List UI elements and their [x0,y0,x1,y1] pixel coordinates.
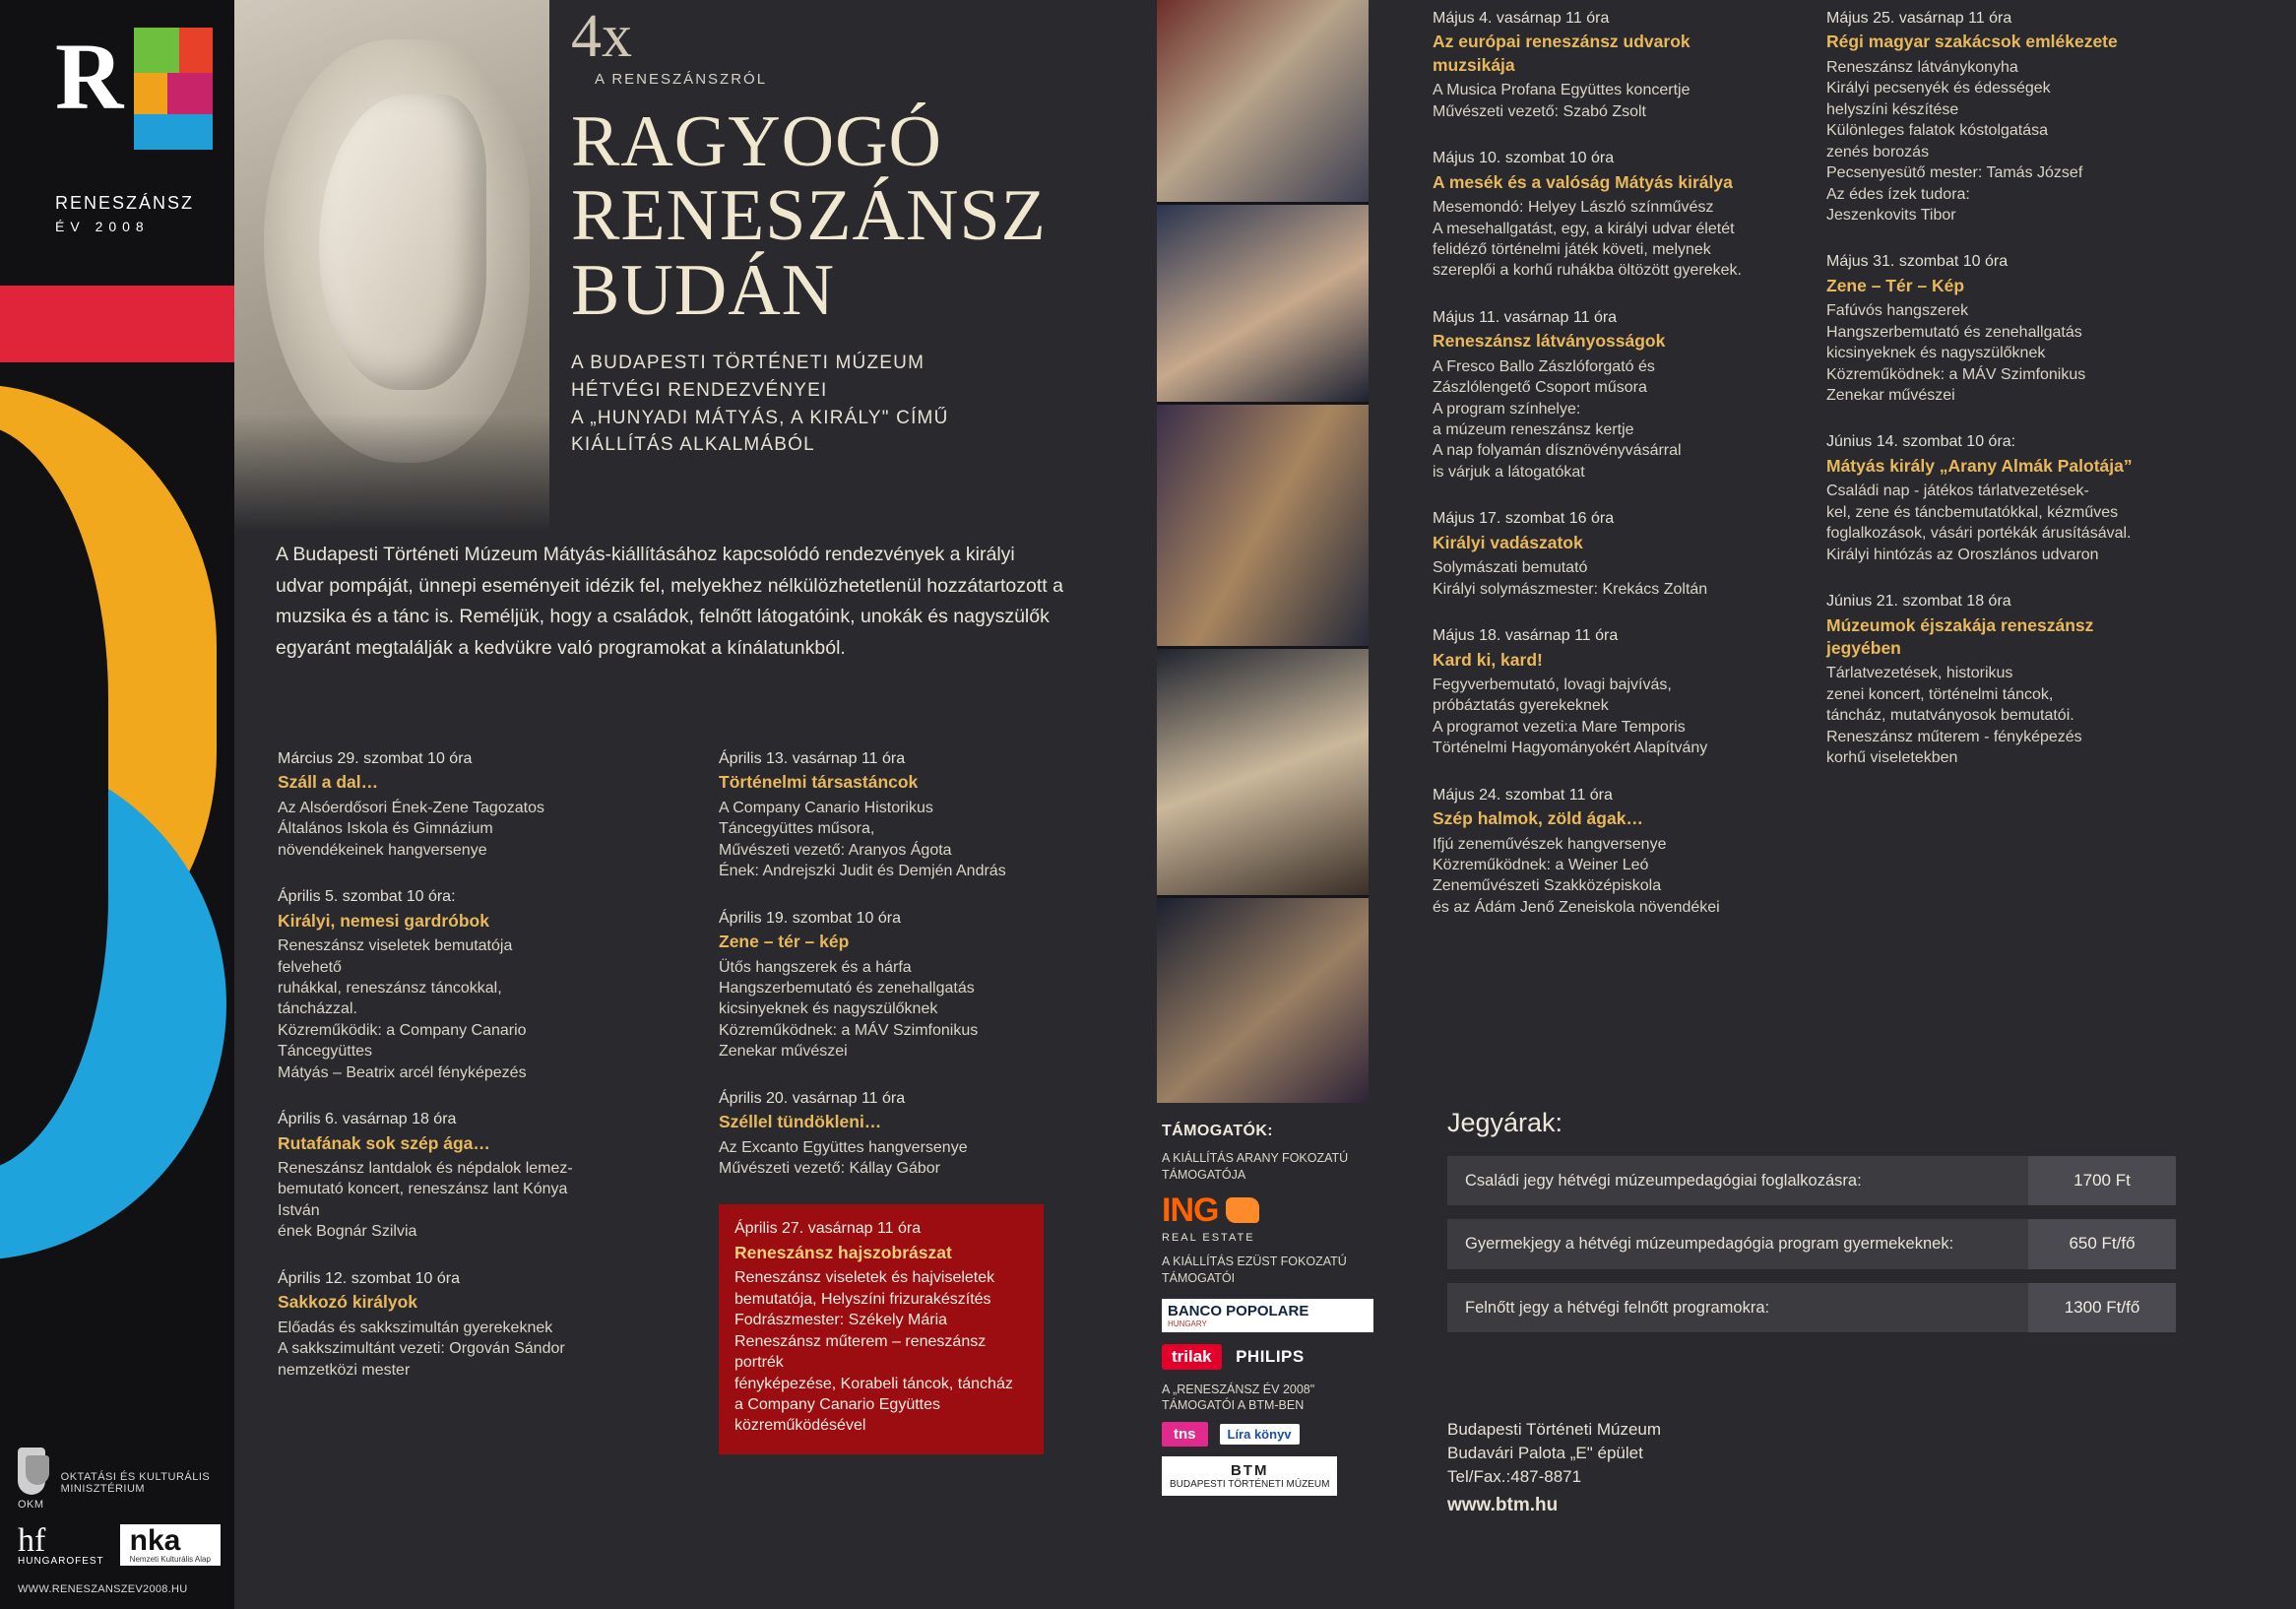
event-detail-line: Reneszánsz műterem – reneszánsz portrék [734,1332,987,1372]
decorative-swoosh [0,325,234,1211]
event-detail-line: Történelmi Hagyományokért Alapítvány [1433,740,1708,757]
title-line-1: RAGYOGÓ [571,101,942,182]
relief-shadow-overlay [234,414,549,532]
event-detail-line: Közreműködnek: a Weiner Leó [1433,857,1649,873]
event-date: Május 24. szombat 11 óra [1433,786,1613,804]
ing-subtitle: REAL ESTATE [1162,1231,1255,1244]
price-description: Családi jegy hétvégi múzeumpedagógiai foglalkozásra: [1447,1156,2028,1205]
event-detail-line: növendékeinek hangversenye [278,841,487,859]
event-detail-line: Fafúvós hangszerek [1826,302,1969,320]
event-title: Reneszánsz hajszobrászat [734,1242,952,1262]
program-event [278,1268,573,1381]
photo-dancers [1157,405,1369,646]
event-detail-line: István [278,1201,320,1219]
event-detail-line: Különleges falatok kóstolgatása [1826,122,2049,140]
event-detail-line: Királyi solymászmester: Krekács Zoltán [1433,580,1708,598]
ing-wordmark: ING [1162,1191,1219,1229]
event-detail-line: Művészeti vezető: Szabó Zsolt [1433,102,1646,120]
event-detail-line: Reneszánsz viseletek és hajviseletek [734,1269,995,1287]
event-detail-line: helyszíni készítése [1826,100,1959,118]
event-detail-line: A program színhelye: [1433,400,1581,418]
reneszansz-logo [18,10,215,286]
philips-logo: PHILIPS [1236,1346,1305,1366]
event-date: Április 20. vasárnap 11 óra [719,1089,906,1107]
program-event [1433,785,1757,919]
program-event [278,748,573,861]
event-detail-line: Hangszerbemutató és zenehallgatás [719,979,975,997]
logo-letters [18,10,215,187]
event-detail-line: A mesehallgatást, egy, a királyi udvar életét [1433,220,1735,237]
event-date: Április 5. szombat 10 óra: [278,888,456,906]
event-detail-line: Zeneművészeti Szakközépiskola [1433,877,1662,895]
program-column-1 [278,748,573,1406]
supporters-heading: TÁMOGATÓK: [1162,1123,1274,1139]
btm-logo [1162,1456,1337,1496]
event-date: Március 29. szombat 10 óra [278,750,473,767]
logo-title: RENESZÁNSZ [55,193,195,213]
prices-heading: Jegyárak: [1447,1108,1563,1137]
price-value: 1700 Ft [2028,1156,2176,1205]
program-event [1826,8,2161,225]
event-detail-line: Hangszerbemutató és zenehallgatás [1826,323,2082,341]
event-detail-line: kicsinyeknek és nagyszülőknek [719,1000,938,1018]
price-row [1447,1283,2176,1332]
event-detail-line: Reneszánsz látványkonyha [1826,58,2018,76]
logo-square-magenta [167,73,213,114]
program-event [278,886,573,1083]
event-detail-line: Solymászati bemutató [1433,559,1588,577]
event-detail-line: Reneszánsz viseletek bemutatója felvehető [278,937,513,976]
event-date: Május 11. vasárnap 11 óra [1433,308,1618,326]
btm-supporter-label: A „RENESZÁNSZ ÉV 2008" TÁMOGATÓI A BTM-BEN [1162,1382,1315,1413]
event-date: Április 6. vasárnap 18 óra [278,1111,457,1128]
program-column-3 [1433,8,1757,943]
event-title: Történelmi társastáncok [719,772,919,793]
event-title: Zene – tér – kép [719,932,850,952]
logo-square-blue [134,114,213,150]
event-detail-line: Pecsenyesütő mester: Tamás József [1826,164,2083,182]
event-date: Május 10. szombat 10 óra [1433,150,1615,167]
btm-wordmark-sub: BUDAPESTI TÖRTÉNETI MÚZEUM [1170,1479,1330,1491]
event-detail-line: Ének: Andrejszki Judit és Demjén András [719,863,1006,880]
event-title: Zene – Tér – Kép [1826,275,1965,295]
event-title: Rutafának sok szép ága… [278,1132,490,1153]
sponsor-okm [18,1448,224,1495]
header-kicker: A RENESZÁNSZRÓL [595,71,768,88]
nka-logo: nka Nemzeti Kulturális Alap [120,1524,221,1566]
event-detail-line: Ifjú zeneművészek hangversenye [1433,835,1667,853]
hungarofest-logo: hf HUNGAROFEST [18,1522,104,1567]
btm-wordmark: BTM [1230,1462,1269,1480]
event-detail-line: Közreműködnek: a MÁV Szimfonikus [1826,365,2086,383]
silver-supporter-label: A KIÁLLÍTÁS EZÜST FOKOZATÚ TÁMOGATÓI [1162,1254,1347,1285]
event-date: Május 18. vasárnap 11 óra [1433,627,1619,645]
event-detail-line: A sakkszimultánt vezeti: Orgován Sándor [278,1340,565,1358]
event-title: Kard ki, kard! [1433,649,1543,670]
event-detail-line: Mesemondó: Helyey László színművész [1433,199,1714,217]
photo-strip [1157,0,1369,1103]
event-date: Május 4. vasárnap 11 óra [1433,10,1610,27]
event-detail-line: felidéző történelmi játék követi, melynek [1433,240,1711,258]
event-detail-line: Általános Iskola és Gimnázium [278,820,493,838]
price-value: 1300 Ft/fő [2028,1283,2176,1332]
contact-website[interactable]: www.btm.hu [1447,1495,1559,1516]
event-detail-line: Zászlólengető Csoport műsora [1433,379,1647,397]
event-detail-line: A nap folyamán dísznövényvásárral [1433,442,1682,460]
ing-logo [1162,1191,1373,1230]
logo-letter-r: R [55,24,120,129]
event-detail-line: Ütős hangszerek és a hárfa [719,958,912,976]
event-title: Szép halmok, zöld ágak… [1433,808,1643,829]
program-event [719,1088,1044,1180]
event-date: Április 27. vasárnap 11 óra [734,1220,922,1238]
event-detail-line: Tárlatvezetések, historikus [1826,665,2013,682]
event-title: Széllel tündökleni… [719,1112,882,1132]
lion-icon [1226,1197,1259,1223]
event-detail-line: Zenekar művészei [719,1043,848,1061]
title-line-3: BUDÁN [571,249,836,331]
event-title: Az európai reneszánsz udvarok muzsikája [1433,32,1690,75]
gold-supporter-label: A KIÁLLÍTÁS ARANY FOKOZATÚ TÁMOGATÓJA [1162,1151,1349,1182]
event-date: Május 31. szombat 10 óra [1826,253,2009,271]
event-detail-line: Reneszánsz lantdalok és népdalok lemez- [278,1160,573,1177]
hungarofest-label: HUNGAROFEST [18,1556,104,1567]
contact-line-1: Budapesti Történeti Múzeum [1447,1420,1662,1439]
prices-table [1447,1156,2176,1332]
event-detail-line: és az Ádám Jenő Zeneiskola növendékei [1433,898,1720,916]
prices-block [1447,1108,2176,1346]
event-detail-line: A Company Canario Historikus [719,799,933,816]
event-detail-line: Közreműködnek: a MÁV Szimfonikus [719,1021,979,1039]
event-date: Április 12. szombat 10 óra [278,1269,460,1287]
event-detail-line: ének Bognár Szilvia [278,1223,417,1241]
logo-square-orange [134,73,167,114]
tns-lira-row [1162,1422,1373,1447]
banco-sub: HUNGARY [1168,1319,1207,1328]
relief-profile-shape [319,95,486,390]
event-detail-line: Táncegyüttes [278,1043,373,1061]
program-event [719,1204,1044,1453]
program-event [1433,8,1757,122]
event-detail-line: foglalkozások, vásári portékák árusításával. [1826,525,2132,543]
program-event [278,1109,573,1243]
price-row [1447,1156,2176,1205]
event-detail-line: közreműködésével [734,1417,866,1435]
event-detail-line: bemutatója, Helyszíni frizurakészítés [734,1290,991,1308]
subtitle-line-2: HÉTVÉGI RENDEZVÉNYEI [571,379,828,401]
event-detail-line: Családi nap - játékos tárlatvezetések- [1826,483,2089,500]
subtitle-line-3: A „HUNYADI MÁTYÁS, A KIRÁLY" CÍMŰ [571,407,949,428]
program-event [1826,251,2161,406]
event-detail-line: Előadás és sakkszimultán gyerekeknek [278,1319,553,1336]
event-detail-line: zenés borozás [1826,143,1930,161]
program-column-4 [1826,8,2161,795]
program-column-2 [719,748,1044,1480]
event-detail-line: Közreműködik: a Company Canario [278,1021,527,1039]
event-detail-line: is várjuk a látogatókat [1433,463,1585,481]
matthias-relief-image [234,0,549,532]
event-detail-line: táncház, mutatványosok bemutatói. [1826,707,2074,725]
page-title [571,101,1162,331]
program-event [1433,307,1757,483]
event-detail-line: Fegyverbemutató, lovagi bajvívás, [1433,676,1672,693]
four-x-mark: 4x [571,3,632,70]
subtitle-line-1: A BUDAPESTI TÖRTÉNETI MÚZEUM [571,353,925,374]
event-detail-line: zenei koncert, történelmi táncok, [1826,685,2054,703]
event-detail-line: kel, zene és táncbemutatókkal, kézműves [1826,503,2119,521]
event-title: Múzeumok éjszakája reneszánsz jegyében [1826,614,2094,658]
hungary-crest-icon [18,1448,45,1495]
event-detail-line: bemutató koncert, reneszánsz lant Kónya [278,1181,568,1198]
price-value: 650 Ft/fő [2028,1219,2176,1268]
event-detail-line: Az Alsóerdősori Ének-Zene Tagozatos [278,799,544,816]
event-detail-line: Művészeti vezető: Kállay Gábor [719,1160,940,1177]
subtitle-line-4: KIÁLLÍTÁS ALKALMÁBÓL [571,434,815,456]
program-event [719,908,1044,1062]
event-detail-line: Művészeti vezető: Aranyos Ágota [719,841,952,859]
trilak-philips-row [1162,1344,1373,1370]
supporters-block [1162,1123,1373,1496]
program-event [1433,508,1757,600]
event-detail-line: ruhákkal, reneszánsz táncokkal, táncházzal. [278,979,502,1018]
event-title: Reneszánsz látványosságok [1433,331,1666,352]
event-date: Június 21. szombat 18 óra [1826,593,2011,611]
event-detail-line: Az édes ízek tudora: [1826,185,1970,203]
event-detail-line: Zenekar művészei [1826,387,1955,404]
event-title: Királyi vadászatok [1433,532,1583,552]
event-detail-line: Királyi pecsenyék és édességek [1826,80,2051,97]
sponsor-okm-caption: OKTATÁSI ÉS KULTURÁLIS MINISZTÉRIUM [60,1471,211,1495]
event-title: Száll a dal… [278,772,379,793]
event-detail-line: a Company Canario Együttes [734,1395,940,1413]
event-detail-line: Jeszenkovits Tibor [1826,206,1956,224]
event-date: Június 14. szombat 10 óra: [1826,433,2016,451]
event-detail-line: Az Excanto Együttes hangversenye [719,1138,968,1156]
event-detail-line: próbáztatás gyerekeknek [1433,697,1609,715]
event-detail-line: Királyi hintózás az Oroszlános udvaron [1826,546,2099,563]
event-title: Királyi, nemesi gardróbok [278,910,489,931]
event-detail-line: nemzetközi mester [278,1361,411,1379]
price-row [1447,1219,2176,1268]
event-detail-line: Reneszánsz műterem - fényképezés [1826,728,2082,745]
logo-year: ÉV 2008 [55,219,150,234]
program-event [1433,625,1757,759]
event-date: Május 17. szombat 16 óra [1433,510,1615,528]
lira-konyv-logo: Líra könyv [1220,1424,1300,1445]
nka-caption: Nemzeti Kulturális Alap [129,1555,211,1564]
contact-block [1447,1418,1661,1519]
event-date: Május 25. vasárnap 11 óra [1826,10,2012,27]
logo-square-green [134,28,179,73]
event-detail-line: Mátyás – Beatrix arcél fényképezés [278,1063,527,1081]
price-description: Gyermekjegy a hétvégi múzeumpedagógia program gyermekeknek: [1447,1219,2028,1268]
event-detail-line: a múzeum reneszánsz kertje [1433,421,1634,438]
event-title: Mátyás király „Arany Almák Palotája” [1826,455,2133,476]
event-detail-line: A programot vezeti:a Mare Temporis [1433,718,1686,736]
title-line-2: RENESZÁNSZ [571,175,1047,257]
photo-renaissance-costumes-1 [1157,0,1369,202]
header-subtitle [571,350,1162,458]
event-detail-line: fényképezése, Korabeli táncok, táncház [734,1375,1013,1392]
reneszansz-website[interactable]: WWW.RENESZANSZEV2008.HU [18,1583,188,1595]
program-event [719,748,1044,882]
logo-square-red [179,28,213,73]
event-detail-line: A Fresco Ballo Zászlóforgató és [1433,357,1655,375]
photo-costumed-couple [1157,898,1369,1103]
event-detail-line: szereplői a korhű ruhákba öltözött gyerekek. [1433,262,1742,280]
left-sponsor-logos [18,1434,224,1566]
left-logo-column [0,0,234,1609]
tns-logo: tns [1162,1422,1208,1447]
event-title: Sakkozó királyok [278,1292,418,1313]
event-detail-line: A Musica Profana Együttes koncertje [1433,82,1690,99]
title-block [571,3,1162,459]
event-detail-line: Táncegyüttes műsora, [719,820,875,838]
program-event [1433,148,1757,282]
event-detail-line: Fodrászmester: Székely Mária [734,1312,948,1329]
photo-portrait-pair [1157,649,1369,895]
event-detail-line: kicsinyeknek és nagyszülőknek [1826,345,2046,362]
event-title: A mesék és a valóság Mátyás királya [1433,171,1733,192]
event-date: Április 19. szombat 10 óra [719,909,901,927]
contact-line-2: Budavári Palota „E" épület [1447,1444,1643,1463]
price-description: Felnőtt jegy a hétvégi felnőtt programokra: [1447,1283,2028,1332]
trilak-logo: trilak [1162,1344,1222,1370]
event-detail-line: korhű viseletekben [1826,749,1958,767]
program-event [1826,431,2161,565]
banco-popolare-logo: BANCO POPOLARE HUNGARY [1162,1299,1373,1332]
event-title: Régi magyar szakácsok emlékezete [1826,32,2118,52]
program-event [1826,591,2161,769]
sponsor-okm-label: OKM [18,1499,44,1511]
photo-renaissance-couple [1157,205,1369,402]
contact-line-3: Tel/Fax.:487-8871 [1447,1467,1582,1487]
event-date: Április 13. vasárnap 11 óra [719,750,906,767]
intro-paragraph: A Budapesti Történeti Múzeum Mátyás-kiállításához kapcsolódó rendezvények a királyi udvar pompáját, ünnepi eseményeit idézik fel, melyekhez nélkülözhetetlenül hozzátartozott a muzsika és a tánc is. Reméljük, hogy a családok, felnőtt látogatóink, unokák és nagyszülők egyaránt megtalálják a kedvükre való programokat a kínálatunkból. [276,544,1063,659]
sponsor-row-bottom [18,1524,224,1566]
